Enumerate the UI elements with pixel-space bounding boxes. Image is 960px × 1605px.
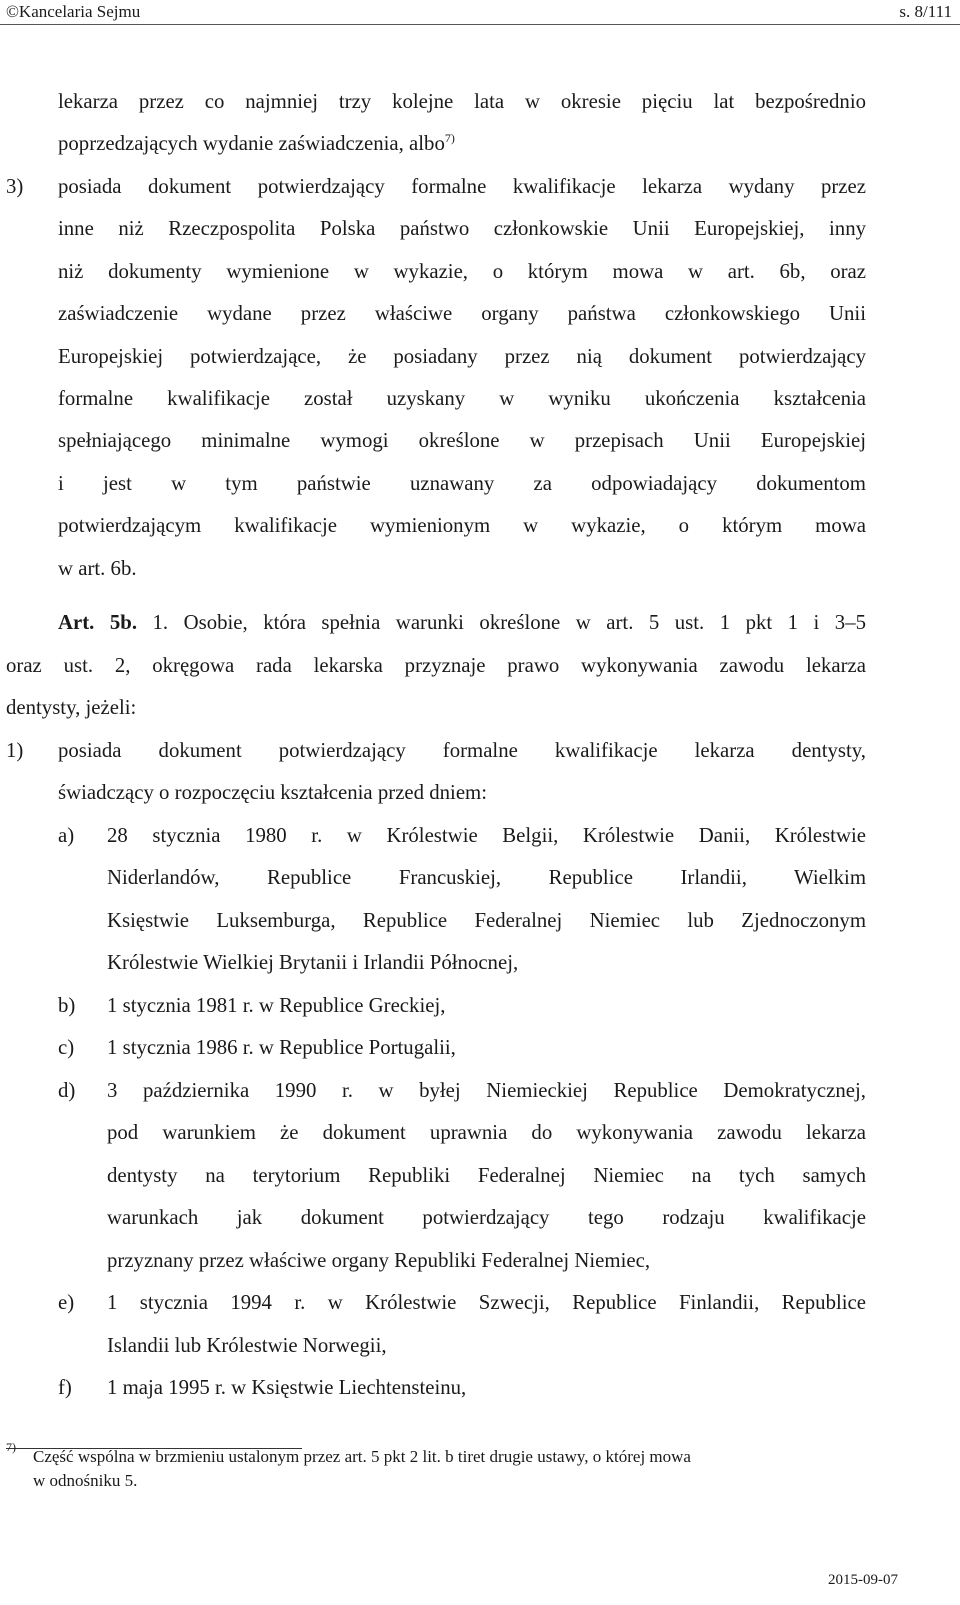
paragraph-line: lekarza przez co najmniej trzy kolejne lata w okresie pięciu lat bezpośrednio: [58, 90, 866, 113]
subitem-line: pod warunkiem że dokument uprawnia do wykonywania zawodu lekarza: [107, 1121, 866, 1144]
header-source: ©Kancelaria Sejmu: [6, 2, 141, 21]
subitem-line: dentysty na terytorium Republiki Federalnej Niemiec na tych samych: [107, 1164, 866, 1187]
subitem-line: 1 maja 1995 r. w Księstwie Liechtensteinu,: [107, 1376, 467, 1399]
article-heading: Art. 5b.: [58, 611, 138, 634]
subitem-line: Królestwie Wielkiej Brytanii i Irlandii Północnej,: [107, 951, 519, 974]
paragraph-line: poprzedzających wydanie zaświadczenia, albo$^{7)}$: [58, 131, 455, 155]
subitem-line: Niderlandów, Republice Francuskiej, Republice Irlandii, Wielkim: [107, 866, 866, 889]
item-line: zaświadczenie wydane przez właściwe organy państwa członkowskiego Unii: [58, 302, 866, 325]
subitem-label: b): [58, 994, 76, 1017]
header-divider: [0, 24, 960, 25]
subitem-label: a): [58, 824, 75, 847]
subitem-line: 28 stycznia 1980 r. w Królestwie Belgii, Królestwie Danii, Królestwie: [107, 824, 866, 847]
item-line: i jest w tym państwie uznawany za odpowiadający dokumentom: [58, 472, 866, 495]
item-label: 3): [6, 175, 24, 198]
subitem-line: 1 stycznia 1986 r. w Republice Portugalii,: [107, 1036, 456, 1059]
footnote-mark: 7): [6, 1440, 16, 1454]
page-number: s. 8/111: [899, 2, 952, 21]
item-line: inne niż Rzeczpospolita Polska państwo członkowskie Unii Europejskiej, inny: [58, 217, 866, 240]
item-line: niż dokumenty wymienione w wykazie, o którym mowa w art. 6b, oraz: [58, 260, 866, 283]
article-line: Art. 5b. 1. Osobie, która spełnia warunki określone w art. 5 ust. 1 pkt 1 i 3–5: [58, 611, 866, 634]
item-line: potwierdzającym kwalifikacje wymienionym w wykazie, o którym mowa: [58, 514, 866, 537]
subitem-line: Islandii lub Królestwie Norwegii,: [107, 1334, 387, 1357]
item-line: posiada dokument potwierdzający formalne kwalifikacje lekarza wydany przez: [58, 175, 866, 198]
item-line: posiada dokument potwierdzający formalne kwalifikacje lekarza dentysty,: [58, 739, 866, 762]
subitem-line: 1 stycznia 1994 r. w Królestwie Szwecji, Republice Finlandii, Republice: [107, 1291, 866, 1314]
footer-date: 2015-09-07: [828, 1572, 898, 1588]
subitem-label: f): [58, 1376, 72, 1399]
subitem-line: warunkach jak dokument potwierdzający tego rodzaju kwalifikacje: [107, 1206, 866, 1229]
item-line: świadczący o rozpoczęciu kształcenia przed dniem:: [58, 781, 488, 804]
subitem-label: d): [58, 1079, 76, 1102]
footnote-text: w odnośniku 5.: [33, 1471, 138, 1490]
article-line: oraz ust. 2, okręgowa rada lekarska przyznaje prawo wykonywania zawodu lekarza: [6, 654, 866, 677]
item-line: formalne kwalifikacje został uzyskany w wyniku ukończenia kształcenia: [58, 387, 866, 410]
subitem-line: Księstwie Luksemburga, Republice Federalnej Niemiec lub Zjednoczonym: [107, 909, 866, 932]
footnote-text: Część wspólna w brzmieniu ustalonym przez art. 5 pkt 2 lit. b tiret drugie ustawy, o której mowa: [33, 1447, 691, 1466]
footnote-reference[interactable]: 7): [444, 131, 455, 146]
item-line: w art. 6b.: [58, 557, 137, 580]
subitem-line: przyznany przez właściwe organy Republiki Federalnej Niemiec,: [107, 1249, 651, 1272]
subitem-line: 3 października 1990 r. w byłej Niemieckiej Republice Demokratycznej,: [107, 1079, 866, 1102]
item-line: Europejskiej potwierdzające, że posiadany przez nią dokument potwierdzający: [58, 345, 866, 368]
item-line: spełniającego minimalne wymogi określone w przepisach Unii Europejskiej: [58, 429, 866, 452]
subitem-label: e): [58, 1291, 75, 1314]
article-line: dentysty, jeżeli:: [6, 696, 137, 719]
subitem-label: c): [58, 1036, 75, 1059]
subitem-line: 1 stycznia 1981 r. w Republice Greckiej,: [107, 994, 446, 1017]
item-label: 1): [6, 739, 24, 762]
